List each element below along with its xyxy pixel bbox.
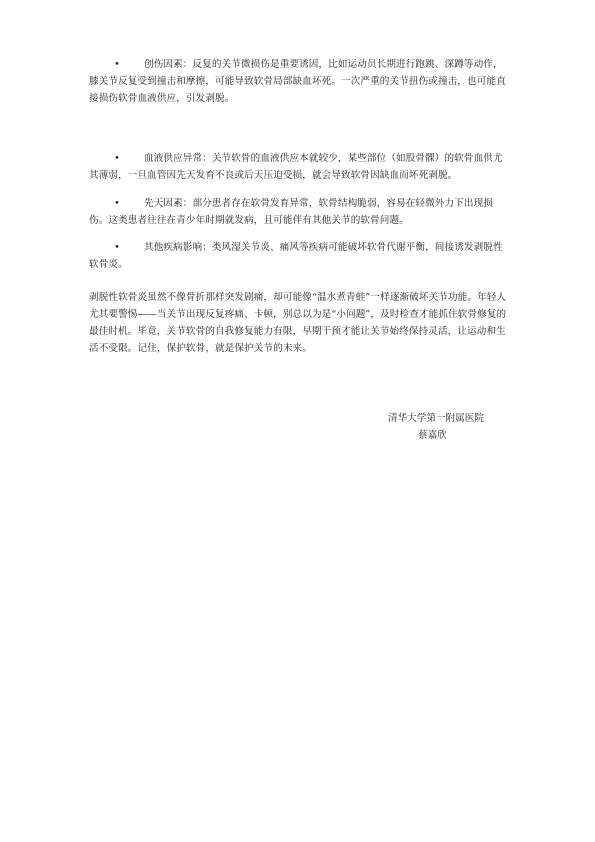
bullet-item-blood-supply [89, 150, 509, 184]
bullet-symbol: • [114, 198, 120, 209]
signature-author: 蔡嘉欣 [418, 430, 447, 441]
bullet-text: 血液供应异常：关节软骨的血液供应本就较少，某些部位（如股骨髁）的软骨血供尤其薄弱，一旦血管因先天发育不良或后天压迫受损，就会导致软骨因缺血而坏死剥脱。 [89, 153, 503, 181]
bullet-text: 创伤因素：反复的关节微损伤是重要诱因，比如运动员长期进行跑跳、深蹲等动作，膝关节反复受到撞击和摩擦，可能导致软骨局部缺血坏死。一次严重的关节扭伤或撞击，也可能直接损伤软骨血液供应，引发剥脱。 [89, 59, 506, 104]
bullet-item-trauma [89, 56, 509, 107]
bullet-symbol: • [114, 242, 120, 253]
bullet-text: 其他疾病影响：类风湿关节炎、痛风等疾病可能破坏软骨代谢平衡，间接诱发剥脱性软骨炎。 [89, 242, 503, 270]
bullet-item-other-diseases [89, 239, 509, 273]
bullet-item-congenital [89, 195, 509, 229]
bullet-text: 先天因素：部分患者存在软骨发育异常，软骨结构脆弱，容易在轻微外力下出现损伤。这类患者往往在青少年时期就发病，且可能伴有其他关节的软骨问题。 [89, 198, 493, 226]
bullet-symbol: • [114, 59, 120, 70]
bullet-symbol: • [114, 153, 120, 164]
signature-institution: 清华大学第一附属医院 [388, 413, 484, 424]
conclusion-paragraph: 剥脱性软骨炎虽然不像骨折那样突发剧痛，却可能像“温水煮青蛙”一样逐渐破坏关节功能。年轻人尤其要警惕——当关节出现反复疼痛、卡顿，别总以为是“小问题”，及时检查才能抓住软骨修复的最佳时机。毕竟，关节软骨的自我修复能力有限，早期干预才能让关节始终保持灵活，让运动和生活不受限。记住，保护软骨，就是保护关节的未来。 [89, 292, 507, 354]
